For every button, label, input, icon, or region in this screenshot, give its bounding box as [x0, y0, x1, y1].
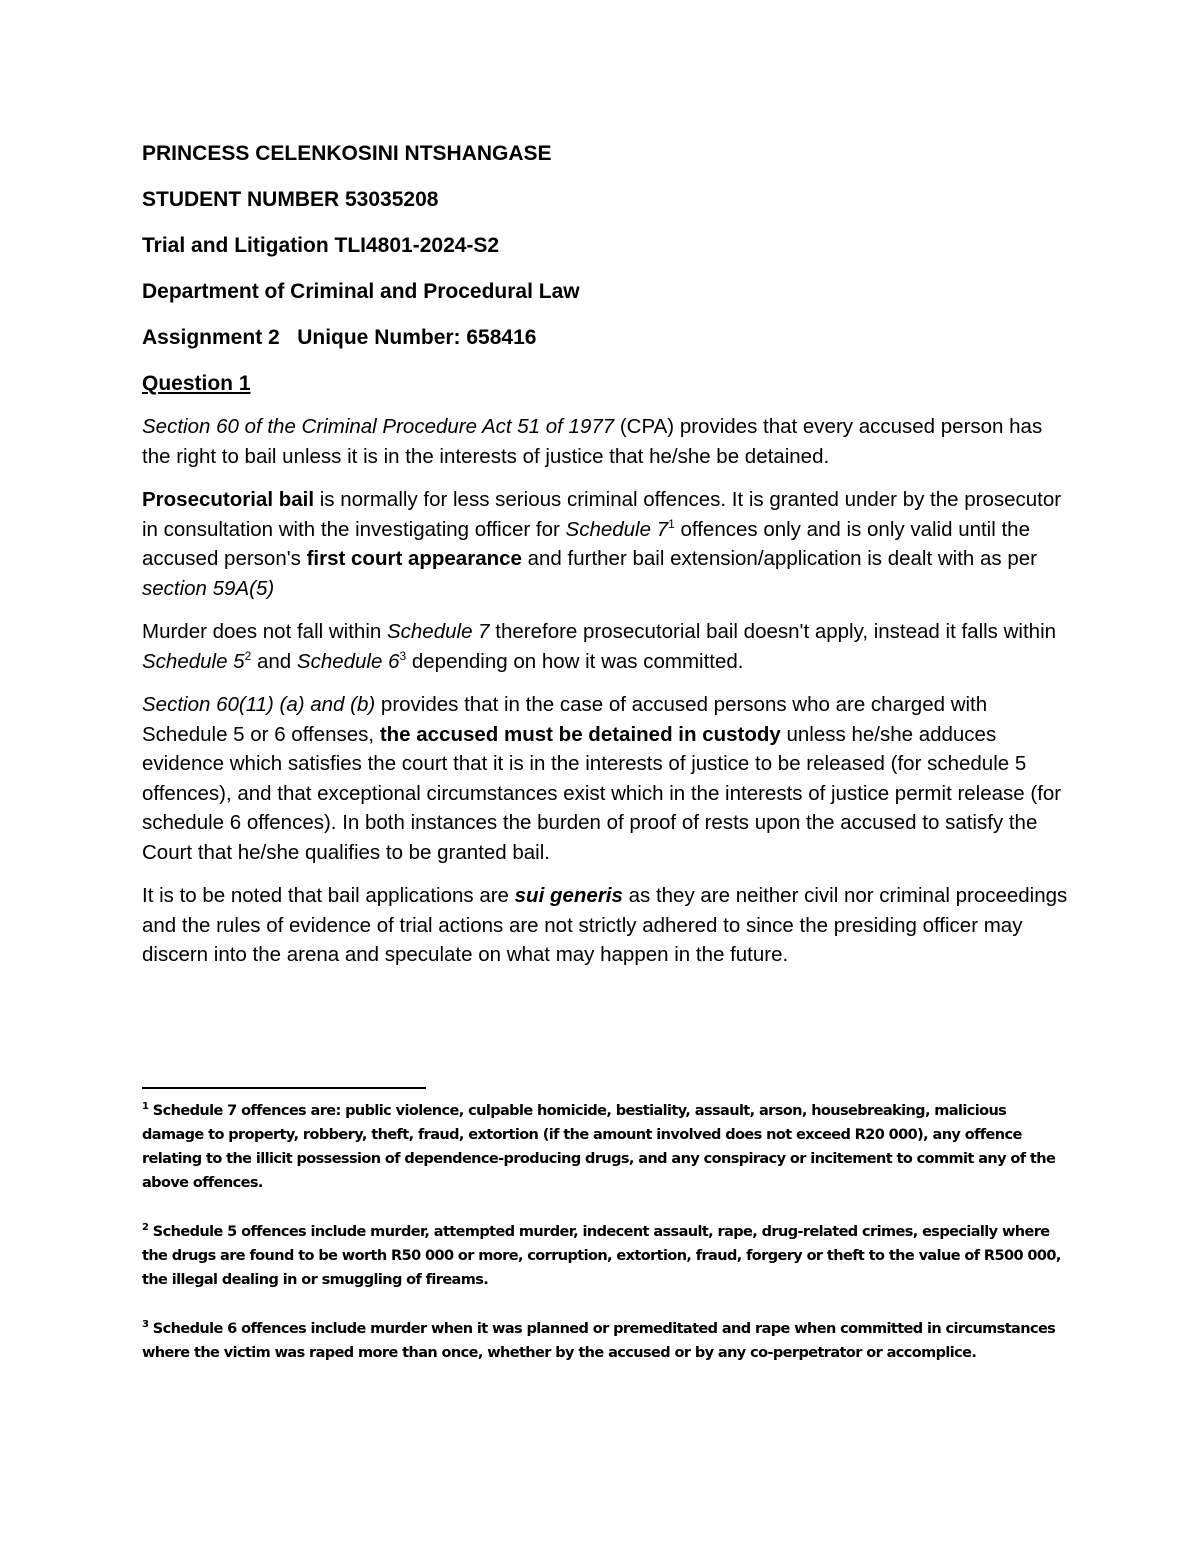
document-body	[142, 140, 1072, 984]
p4-text-a: provides that in the case of accused persons who are charged with Schedule 5 or 6 offenses,	[142, 693, 988, 746]
department: Department of Criminal and Procedural Law	[142, 280, 580, 303]
p5-sui-generis: sui generis	[514, 884, 623, 907]
course-title: Trial and Litigation TLI4801-2024-S2	[142, 234, 500, 257]
footnote-ref-1[interactable]: 1	[668, 516, 675, 531]
footnote-2-text: Schedule 5 offences include murder, attempted murder, indecent assault, rape, drug-related crimes, especially where the drugs are found to be worth R50 000 or more, corruption, extortion, fraud, forgery or theft to the value of R500 000, the illegal dealing in or smuggling of fireams.	[142, 1224, 1061, 1288]
assignment-info: Assignment 2 Unique Number: 658416	[142, 326, 537, 349]
paragraph-4	[142, 690, 1072, 867]
p2-text-b: offences only and is only valid until the accused person's	[142, 517, 1030, 570]
footnote-ref-2[interactable]: 2	[244, 648, 252, 663]
p2-section-59a: section 59A(5)	[142, 576, 275, 600]
student-number: STUDENT NUMBER 53035208	[142, 188, 439, 211]
p1-citation: Section 60 of the Criminal Procedure Act 51 of 1977	[142, 415, 615, 438]
footnote-3-number: 3	[142, 1319, 149, 1331]
p3-text-b: therefore prosecutorial bail doesn't apply, instead it falls within	[489, 620, 1057, 643]
footnote-ref-3[interactable]: 3	[399, 648, 407, 663]
question-heading: Question 1	[142, 372, 251, 395]
paragraph-3	[142, 617, 1072, 676]
p5-text-b: as they are neither civil nor criminal proceedings and the rules of evidence of trial actions are not strictly adhered to since the presiding officer may discern into the arena and speculate on what may happen in the future.	[142, 884, 1068, 966]
p4-detained: the accused must be detained in custody	[379, 722, 781, 746]
p3-schedule-6: Schedule 6	[296, 649, 400, 673]
p2-schedule-7: Schedule 7	[565, 517, 669, 541]
p2-text-a: is normally for less serious criminal offences. It is granted under by the prosecutor in consultation with the investigating officer for	[142, 488, 1062, 541]
footnote-1-text: Schedule 7 offences are: public violence, culpable homicide, bestiality, assault, arson, housebreaking, malicious damage to property, robbery, theft, fraud, extortion (if the amount involved does not exceed R20 000), any offence relating to the illicit possession of dependence-producing drugs, and any conspiracy or incitement to commit any of the above offences.	[142, 1103, 1056, 1191]
p4-text-b: unless he/she adduces evidence which satisfies the court that it is in the interests of justice to be released (for schedule 5 offences), and that exceptional circumstances exist which in the interests of justice permit release (for schedule 6 offences). In both instances the burden of proof of rests upon the accused to satisfy the Court that he/she qualifies to be granted bail.	[142, 722, 1062, 864]
paragraph-2	[142, 485, 1072, 603]
footnote-2	[142, 1220, 1072, 1292]
paragraph-1	[142, 412, 1072, 471]
p4-section-60: Section 60(11) (a) and (b)	[142, 693, 376, 716]
p2-term: Prosecutorial bail	[142, 488, 315, 511]
footnote-2-number: 2	[142, 1222, 149, 1234]
footnotes	[142, 1099, 1072, 1390]
footnote-separator	[142, 1087, 426, 1089]
paragraph-5	[142, 881, 1072, 970]
p3-text-a: Murder does not fall within	[142, 620, 387, 643]
p3-schedule-7: Schedule 7	[386, 620, 490, 643]
footnote-1	[142, 1099, 1072, 1195]
p3-text-d: depending on how it was committed.	[406, 649, 744, 673]
p2-first-court: first court appearance	[306, 547, 522, 570]
footnote-3-text: Schedule 6 offences include murder when it was planned or premeditated and rape when committed in circumstances where the victim was raped more than once, whether by the accused or by any co-perpetrator or accomplice.	[142, 1321, 1056, 1361]
footnote-1-number: 1	[142, 1101, 149, 1113]
p5-text-a: It is to be noted that bail applications are	[142, 884, 515, 907]
author-name: PRINCESS CELENKOSINI NTSHANGASE	[142, 142, 552, 165]
footnote-3	[142, 1317, 1072, 1365]
p3-schedule-5: Schedule 5	[142, 649, 245, 673]
p1-text: (CPA) provides that every accused person has the right to bail unless it is in the interests of justice that he/she be detained.	[142, 415, 1043, 468]
p3-text-c: and	[251, 649, 297, 673]
p2-text-c: and further bail extension/application is dealt with as per	[521, 547, 1038, 570]
